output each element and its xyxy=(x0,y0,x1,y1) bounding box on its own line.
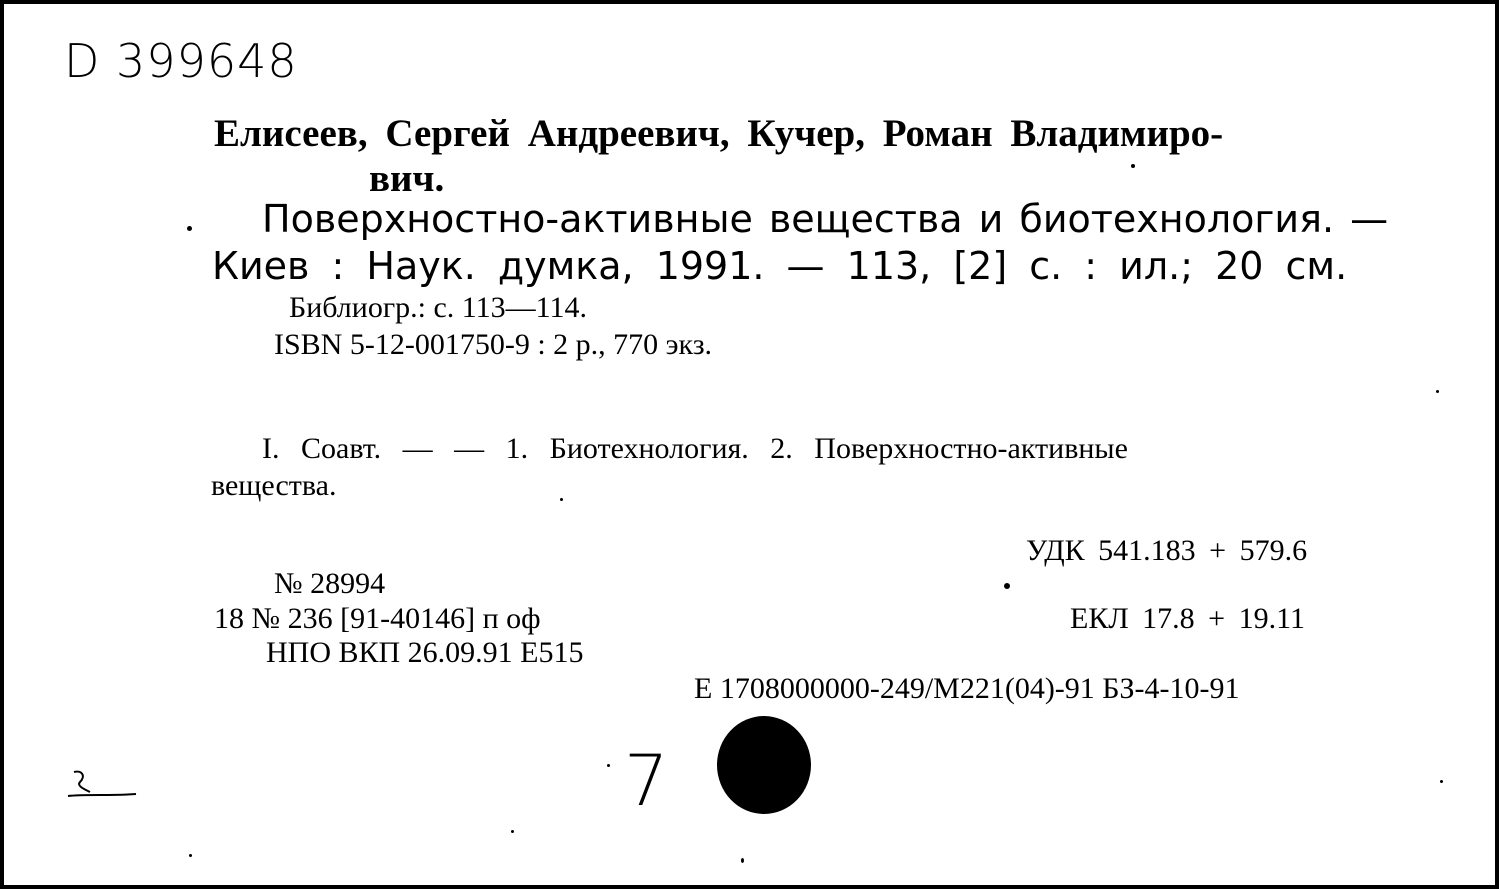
udk-index: УДК 541.183 + 579.6 xyxy=(1026,534,1308,567)
bibliography-note: Библиогр.: с. 113—114. xyxy=(289,291,588,324)
tracing-line-2: вещества. xyxy=(211,469,337,502)
speck-dot-icon xyxy=(1004,583,1010,589)
handwritten-mark-icon xyxy=(62,766,142,806)
filled-circle-mark xyxy=(717,716,811,814)
npo-line: НПО ВКП 26.09.91 Е515 xyxy=(266,636,584,669)
speck-dot-icon xyxy=(741,858,744,863)
handwritten-inventory-number: D 399648 xyxy=(64,34,298,88)
speck-dot-icon xyxy=(1131,164,1135,168)
speck-dot-icon xyxy=(1436,390,1439,393)
isbn-line: ISBN 5-12-001750-9 : 2 р., 770 экз. xyxy=(274,328,713,361)
card-number: № 28994 xyxy=(274,567,386,600)
speck-dot-icon xyxy=(189,854,192,857)
authors-line-1: Елисеев, Сергей Андреевич, Кучер, Роман Владимиро- xyxy=(214,112,1224,155)
speck-dot-icon xyxy=(607,764,610,767)
title-line-1: Поверхностно-активные вещества и биотехнология. — xyxy=(262,197,1389,241)
speck-dot-icon xyxy=(187,226,192,231)
speck-dot-icon xyxy=(511,830,514,833)
title-line-2: Киев : Наук. думка, 1991. — 113, [2] с. : ил.; 20 см. xyxy=(212,244,1348,288)
handwritten-seven: 7 xyxy=(624,740,669,822)
authors-line-2: вич. xyxy=(369,157,445,200)
tracing-line-1: I. Соавт. — — 1. Биотехнология. 2. Поверхностно-активные xyxy=(262,432,1128,465)
catalog-code: Е 1708000000-249/М221(04)-91 БЗ-4-10-91 xyxy=(694,672,1240,705)
order-line: 18 № 236 [91-40146] п оф xyxy=(214,602,541,635)
ekl-index: ЕКЛ 17.8 + 19.11 xyxy=(1070,602,1305,635)
speck-dot-icon xyxy=(1440,780,1443,783)
speck-dot-icon xyxy=(560,498,563,501)
